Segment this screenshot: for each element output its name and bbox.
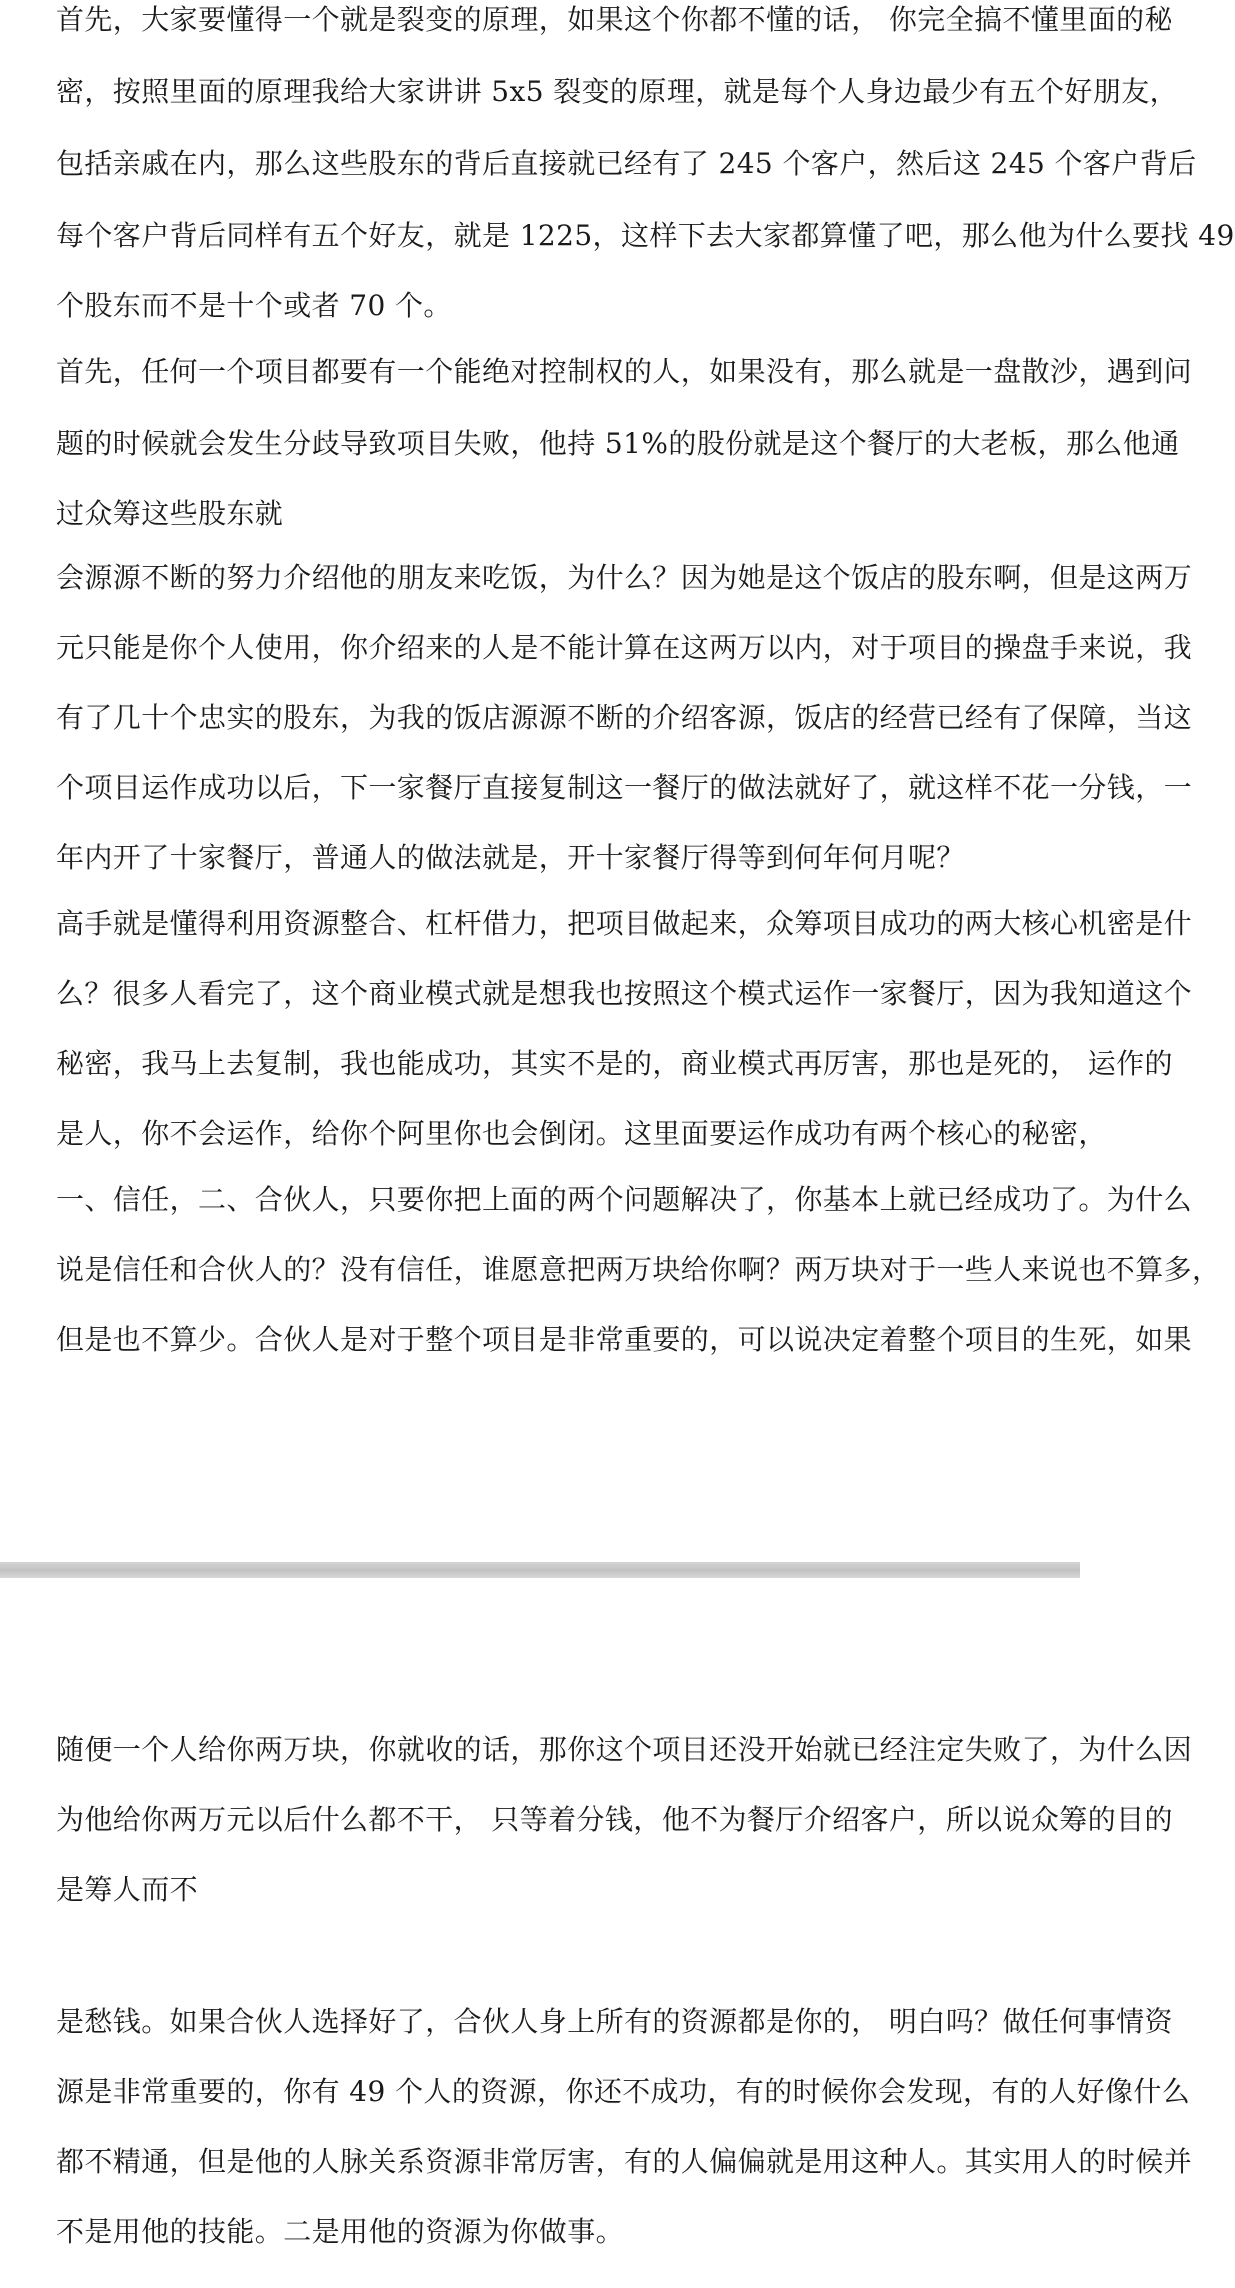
text-line: 首先，大家要懂得一个就是裂变的原理，如果这个你都不懂的话， 你完全搞不懂里面的秘: [56, 3, 1173, 36]
text-line: 一、信任，二、合伙人，只要你把上面的两个问题解决了，你基本上就已经成功了。为什么: [56, 1183, 1193, 1216]
text-line: 是筹人而不: [56, 1873, 199, 1906]
text-line: 过众筹这些股东就: [56, 497, 284, 530]
text-line: 说是信任和合伙人的？没有信任，谁愿意把两万块给你啊？两万块对于一些人来说也不算多，: [56, 1253, 1221, 1286]
text-line: 个股东而不是十个或者 70 个。: [56, 289, 452, 322]
text-line: 为他给你两万元以后什么都不干， 只等着分钱，他不为餐厅介绍客户，所以说众筹的目的: [56, 1803, 1173, 1836]
text-line: 元只能是你个人使用，你介绍来的人是不能计算在这两万以内，对于项目的操盘手来说，我: [56, 631, 1193, 664]
page-divider: [0, 1562, 1080, 1578]
text-line: 秘密，我马上去复制，我也能成功，其实不是的，商业模式再厉害，那也是死的， 运作的: [56, 1047, 1173, 1080]
text-line: 随便一个人给你两万块，你就收的话，那你这个项目还没开始就已经注定失败了，为什么因: [56, 1733, 1193, 1766]
text-line: 密，按照里面的原理我给大家讲讲 5x5 裂变的原理，就是每个人身边最少有五个好朋友，: [56, 75, 1179, 108]
text-line: 不是用他的技能。二是用他的资源为你做事。: [56, 2215, 625, 2248]
text-line: 是人，你不会运作，给你个阿里你也会倒闭。这里面要运作成功有两个核心的秘密，: [56, 1117, 1107, 1150]
text-line: 年内开了十家餐厅，普通人的做法就是，开十家餐厅得等到何年何月呢？: [56, 841, 965, 874]
text-line: 但是也不算少。合伙人是对于整个项目是非常重要的，可以说决定着整个项目的生死，如果: [56, 1323, 1193, 1356]
text-line: 个项目运作成功以后，下一家餐厅直接复制这一餐厅的做法就好了，就这样不花一分钱，一: [56, 771, 1193, 804]
text-line: 会源源不断的努力介绍他的朋友来吃饭，为什么？因为她是这个饭店的股东啊，但是这两万: [56, 561, 1193, 594]
document-page-2: [0, 1578, 1193, 2288]
text-line: 源是非常重要的，你有 49 个人的资源，你还不成功，有的时候你会发现，有的人好像什么: [56, 2075, 1191, 2108]
text-line: 每个客户背后同样有五个好友，就是 1225，这样下去大家都算懂了吧，那么他为什么要找 49: [56, 219, 1235, 252]
text-line: 有了几十个忠实的股东，为我的饭店源源不断的介绍客源，饭店的经营已经有了保障，当这: [56, 701, 1193, 734]
text-line: 是愁钱。如果合伙人选择好了，合伙人身上所有的资源都是你的， 明白吗？做任何事情资: [56, 2005, 1173, 2038]
text-line: 包括亲戚在内，那么这些股东的背后直接就已经有了 245 个客户，然后这 245 个客户背后: [56, 147, 1197, 180]
text-line: 都不精通，但是他的人脉关系资源非常厉害，有的人偏偏就是用这种人。其实用人的时候并: [56, 2145, 1193, 2178]
text-line: 么？很多人看完了，这个商业模式就是想我也按照这个模式运作一家餐厅，因为我知道这个: [56, 977, 1193, 1010]
text-line: 首先，任何一个项目都要有一个能绝对控制权的人，如果没有，那么就是一盘散沙，遇到问: [56, 355, 1193, 388]
text-line: 题的时候就会发生分歧导致项目失败，他持 51%的股份就是这个餐厅的大老板，那么他通: [56, 427, 1180, 460]
text-line: 高手就是懂得利用资源整合、杠杆借力，把项目做起来，众筹项目成功的两大核心机密是什: [56, 907, 1193, 940]
